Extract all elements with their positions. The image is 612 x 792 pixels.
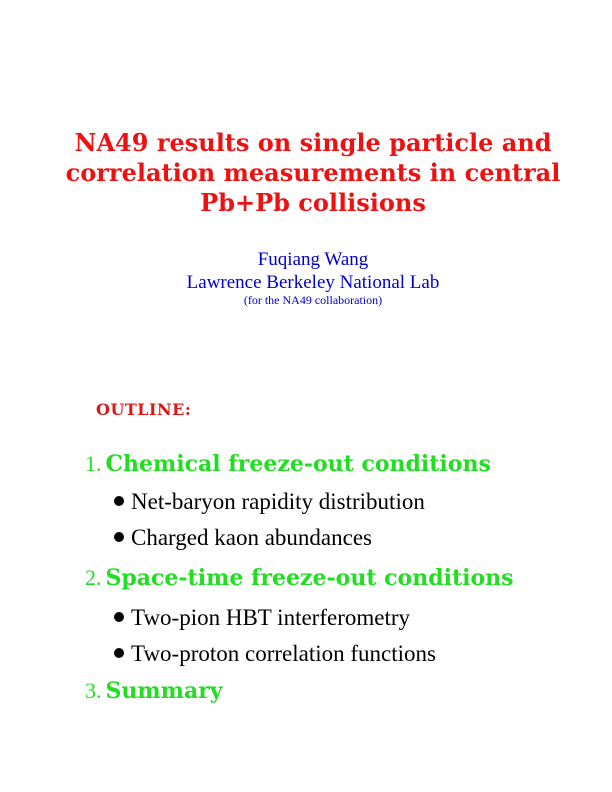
outline-item — [114, 641, 436, 667]
section-number: 1. — [85, 451, 102, 476]
bullet-icon — [114, 612, 124, 622]
outline-item — [114, 525, 372, 551]
outline-item-text: Charged kaon abundances — [131, 525, 372, 550]
section-number: 2. — [85, 565, 102, 590]
bullet-icon — [114, 532, 124, 542]
author-affiliation: Lawrence Berkeley National Lab — [186, 272, 440, 293]
section-number: 3. — [85, 678, 102, 703]
outline-label: OUTLINE: — [96, 400, 192, 419]
title-line-3: Pb+Pb collisions — [200, 188, 426, 217]
section-heading: Summary — [105, 678, 223, 704]
outline-section-2 — [85, 565, 514, 591]
title-line-2: correlation measurements in central — [65, 158, 561, 187]
outline-item — [114, 605, 410, 631]
bullet-icon — [114, 496, 124, 506]
section-heading: Chemical freeze-out conditions — [105, 451, 491, 477]
outline-item-text: Two-pion HBT interferometry — [131, 605, 411, 630]
outline-item-text: Two-proton correlation functions — [131, 641, 436, 666]
page-title — [0, 128, 612, 218]
bullet-icon — [114, 648, 124, 658]
author-collaboration: (for the NA49 collaboration) — [243, 293, 383, 307]
section-heading: Space-time freeze-out conditions — [105, 565, 514, 591]
outline-item-text: Net-baryon rapidity distribution — [131, 489, 425, 514]
outline-section-1 — [85, 451, 491, 477]
author-name: Fuqiang Wang — [257, 249, 369, 270]
outline-section-3 — [85, 678, 223, 704]
title-line-1: NA49 results on single particle and — [74, 128, 552, 157]
author-block — [0, 248, 612, 308]
outline-item — [114, 489, 425, 515]
